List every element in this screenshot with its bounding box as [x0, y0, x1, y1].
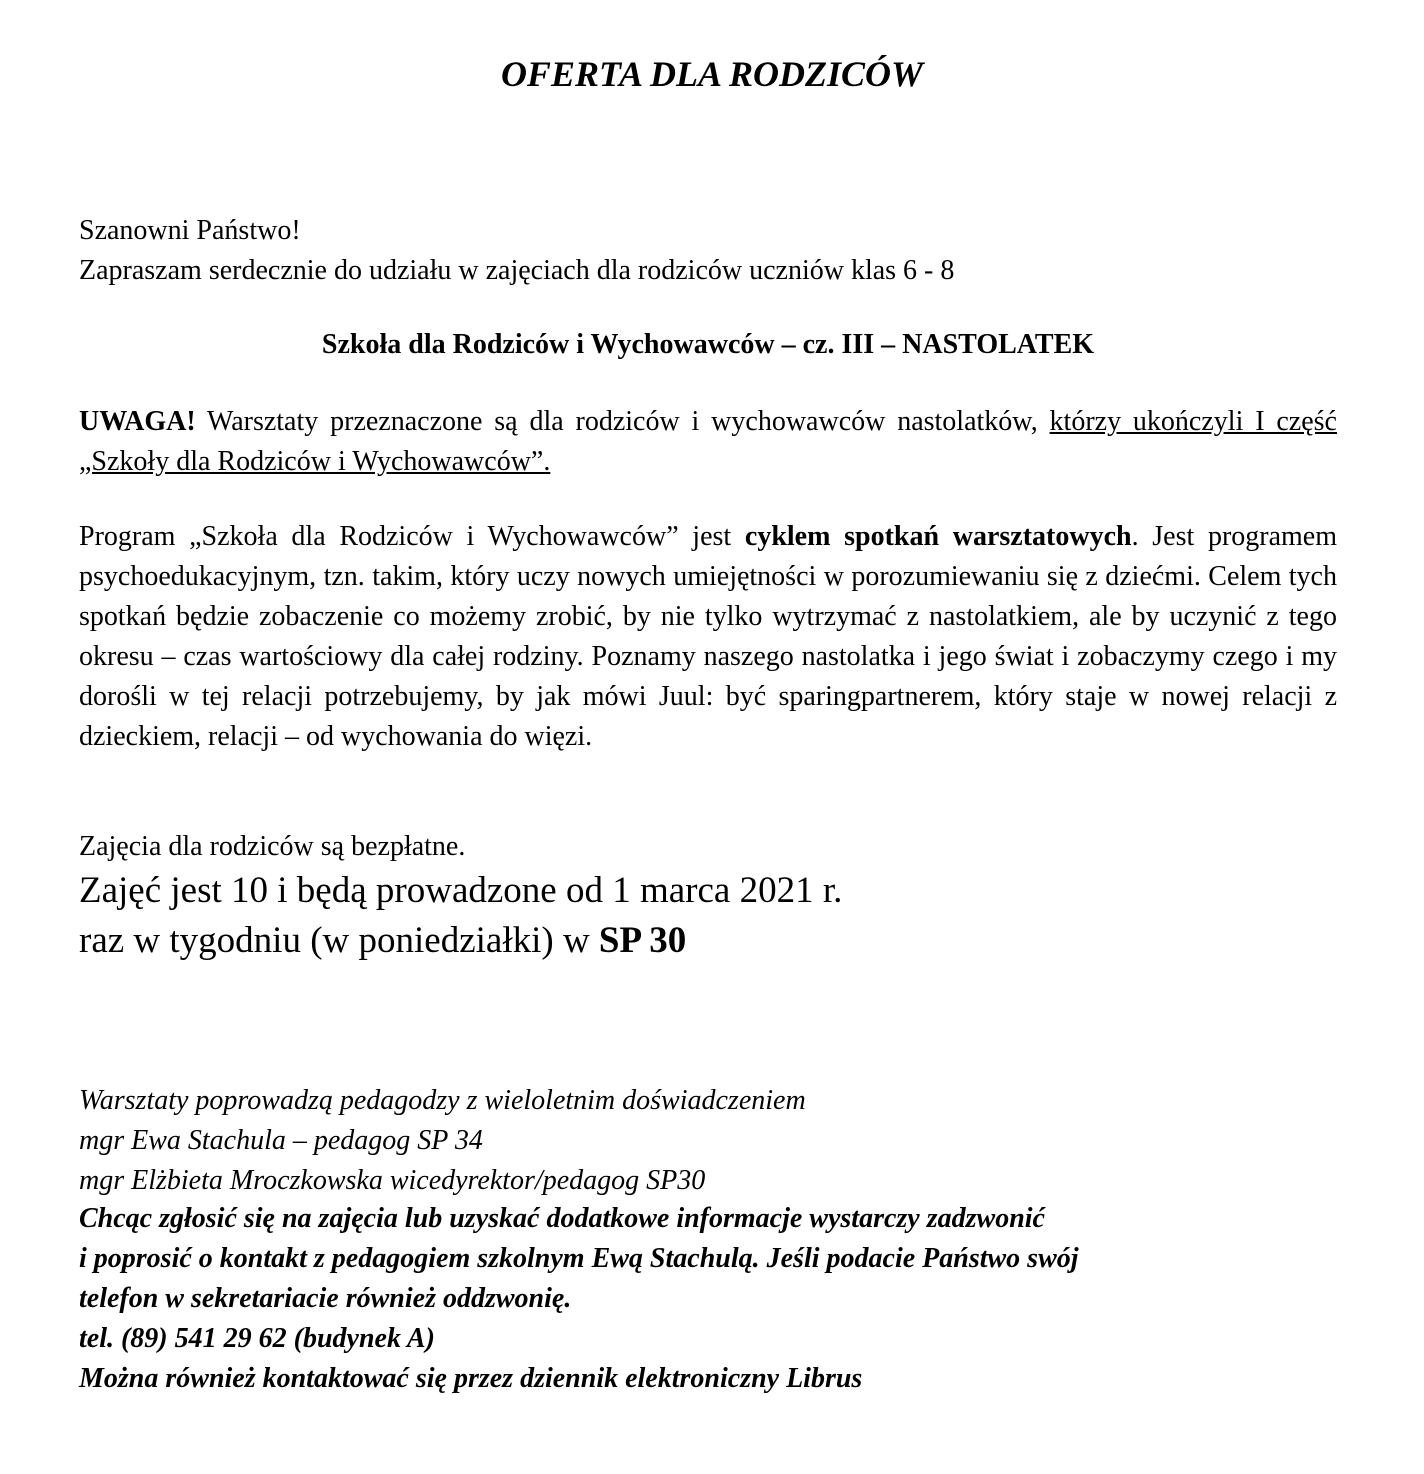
- schedule-location-text: raz w tygodniu (w poniedziałki) w: [79, 920, 599, 961]
- contact-line-3: telefon w sekretariacie również oddzwonię.: [79, 1283, 572, 1314]
- schedule-school-name: SP 30: [598, 920, 687, 961]
- greeting-block: [79, 211, 1337, 291]
- program-subtitle: Szkoła dla Rodziców i Wychowawców – cz. III – NASTOLATEK: [321, 329, 1095, 360]
- notice-label: UWAGA!: [79, 406, 196, 437]
- notice-text: Warsztaty przeznaczone są dla rodziców i wychowawców nastolatków,: [195, 406, 1050, 437]
- greeting-invitation: Zapraszam serdecznie do udziału w zajęciach dla rodziców uczniów klas 6 - 8: [79, 255, 955, 286]
- author-ewa-stachula: mgr Ewa Stachula – pedagog SP 34: [79, 1125, 483, 1156]
- schedule-block: [79, 866, 1337, 966]
- authors-intro: Warsztaty poprowadzą pedagodzy z wieloletnim doświadczeniem: [79, 1085, 806, 1116]
- notice-paragraph: [79, 402, 1337, 482]
- authors-block: [79, 1081, 1337, 1201]
- contact-phone: tel. (89) 541 29 62 (budynek A): [79, 1323, 435, 1354]
- schedule-line-dates: Zajęć jest 10 i będą prowadzone od 1 marca 2021 r.: [79, 870, 843, 911]
- program-text-before: Program „Szkoła dla Rodziców i Wychowawców” jest: [79, 521, 745, 552]
- program-text-after: . Jest programem psychoedukacyjnym, tzn. takim, który uczy nowych umiejętności w porozumiewaniu się z dziećmi. Celem tych spotkań będzie zobaczenie co możemy zrobić, by nie tylko wytrzymać z nastolatkiem, ale by uczynić z tego okresu – czas wartościowy dla całej rodziny. Poznamy naszego nastolatka i jego świat i zobaczymy czego i my dorośli w tej relacji potrzebujemy, by jak mówi Juul: być sparingpartnerem, który staje w nowej relacji z dzieckiem, relacji – od wychowania do więzi.: [79, 521, 1338, 752]
- program-bold-text: cyklem spotkań warsztatowych: [744, 521, 1132, 552]
- author-elzbieta-mroczkowska: mgr Elżbieta Mroczkowska wicedyrektor/pedagog SP30: [79, 1165, 706, 1196]
- notice-underlined-text: którzy ukończyli I część „Szkoły dla Rodziców i Wychowawców”.: [79, 406, 1337, 477]
- contact-block: [79, 1199, 1337, 1399]
- contact-line-1: Chcąc zgłosić się na zajęcia lub uzyskać dodatkowe informacje wystarczy zadzwonić: [79, 1203, 1045, 1234]
- free-info: Zajęcia dla rodziców są bezpłatne.: [79, 831, 466, 862]
- program-description: [79, 517, 1337, 757]
- schedule-line-location: [79, 916, 1337, 966]
- contact-librus: Można również kontaktować się przez dziennik elektroniczny Librus: [79, 1363, 863, 1394]
- greeting-salutation: Szanowni Państwo!: [79, 215, 301, 246]
- page-title: OFERTA DLA RODZICÓW: [500, 54, 924, 94]
- contact-line-2: i poprosić o kontakt z pedagogiem szkolnym Ewą Stachulą. Jeśli podacie Państwo swój: [79, 1243, 1079, 1274]
